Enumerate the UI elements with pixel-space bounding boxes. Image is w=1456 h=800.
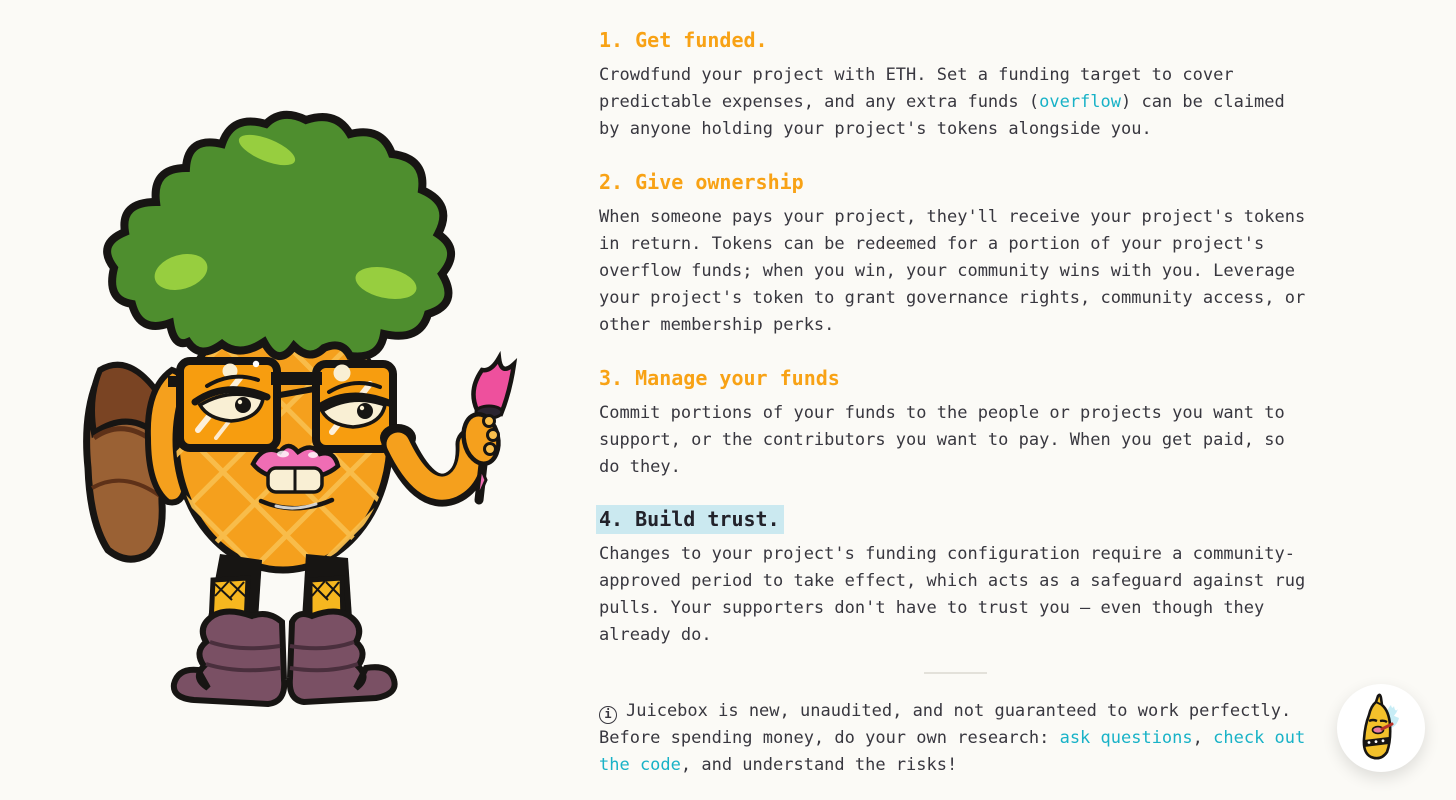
disclaimer-text: i Juicebox is new, unaudited, and not guaranteed to work perfectly. Before spending money, do your own research: ask questions, check out the code, and understand the risks! xyxy=(599,701,1306,775)
info-icon: i xyxy=(599,706,617,724)
heading-give-ownership: 2. Give ownership xyxy=(599,170,804,194)
chat-widget-button[interactable] xyxy=(1337,684,1425,772)
section-divider xyxy=(924,672,987,674)
heading-build-trust xyxy=(599,505,1313,533)
section-build-trust-body xyxy=(599,541,1313,649)
heading-manage-funds: 3. Manage your funds xyxy=(599,366,840,390)
section-manage-funds-body xyxy=(599,400,1313,481)
leaf-hair xyxy=(107,115,451,357)
arm-with-paintbrush xyxy=(380,358,514,500)
heading-get-funded: 1. Get funded. xyxy=(599,28,768,52)
overflow-link[interactable]: overflow xyxy=(1039,92,1121,112)
paragraph-get-funded: Crowdfund your project with ETH. Set a funding target to cover predictable expenses, and any extra funds (overflow) can be claimed by anyone holding your project's tokens alongside you. xyxy=(599,65,1285,139)
pineapple-mascot-svg xyxy=(80,108,520,720)
pineapple-mascot-illustration xyxy=(80,108,520,720)
section-give-ownership-heading xyxy=(599,168,1313,196)
ask-questions-link[interactable]: ask questions xyxy=(1059,728,1193,748)
how-it-works-content xyxy=(599,0,1313,800)
paragraph-build-trust: Changes to your project's funding configuration require a community-approved period to take effect, which acts as a safeguard against rug pulls. Your supporters don't have to trust you — even though they already do. xyxy=(599,544,1306,645)
paragraph-give-ownership: When someone pays your project, they'll receive your project's tokens in return. Tokens can be redeemed for a portion of your project's overflow funds; when you win, your community wins with you. Leverage your project's token to grant governance rights, community access, or other membership perks. xyxy=(599,207,1306,335)
section-get-funded-body xyxy=(599,62,1313,143)
section-build-trust-heading xyxy=(599,505,1313,533)
highlighted-heading-text: 4. Build trust. xyxy=(596,505,784,534)
legs-and-boots xyxy=(174,554,395,704)
section-give-ownership-body xyxy=(599,204,1313,339)
section-manage-funds-heading xyxy=(599,364,1313,392)
check-code-link[interactable]: check out the code xyxy=(599,728,1306,775)
banana-character-icon xyxy=(1350,693,1412,763)
section-get-funded-heading xyxy=(599,26,1313,54)
paragraph-manage-funds: Commit portions of your funds to the people or projects you want to support, or the contributors you want to pay. When you get paid, so do they. xyxy=(599,403,1285,477)
disclaimer-block xyxy=(599,698,1313,779)
